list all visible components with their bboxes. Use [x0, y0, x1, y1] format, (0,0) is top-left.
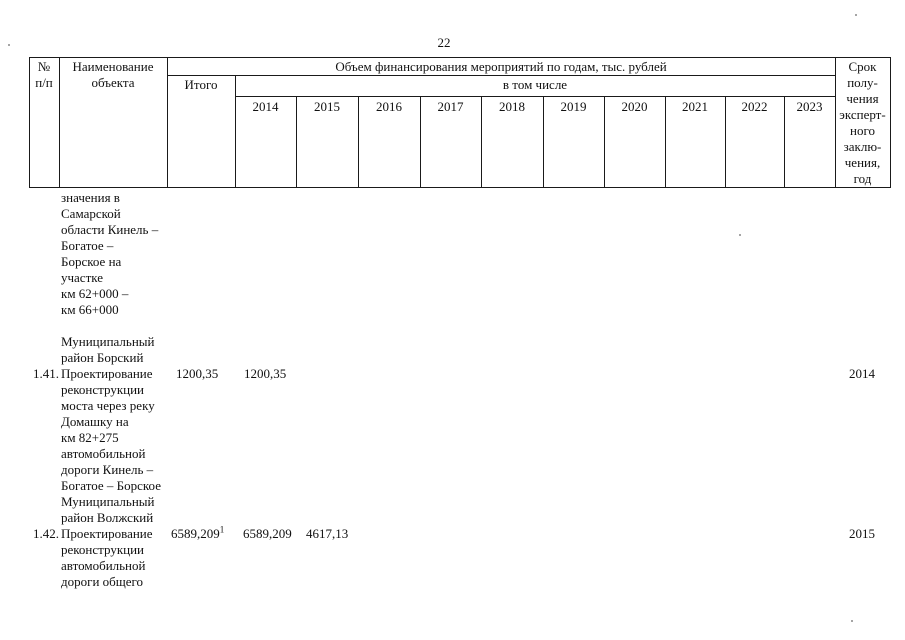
header-year-2017: 2017	[437, 99, 464, 114]
row-year: 2015	[849, 526, 875, 541]
header-top-border	[29, 57, 891, 58]
funding-divider	[167, 75, 835, 76]
header-expert-term: Срок полу- чения эксперт- ного заклю- чения, год	[839, 59, 886, 186]
row-total-footnote: 1	[219, 524, 225, 535]
row-number: 1.41.	[33, 366, 59, 381]
header-year-2016: 2016	[376, 99, 402, 114]
row-total	[171, 526, 235, 542]
col-line	[890, 57, 891, 188]
row-value-2014: 6589,209	[243, 526, 292, 541]
header-year-2020: 2020	[621, 99, 648, 114]
row-description: Проектирование реконструкции автомобильной дороги общего	[61, 526, 153, 589]
row-district: Муниципальный район Борский	[61, 334, 155, 365]
including-divider	[235, 96, 835, 97]
header-bottom-border	[29, 187, 891, 188]
row-number: 1.42.	[33, 526, 59, 541]
scan-speck	[851, 620, 853, 622]
row-value-2015: 4617,13	[306, 526, 349, 541]
header-year-2018: 2018	[499, 99, 525, 114]
row-value-2014: 1200,35	[244, 366, 287, 381]
row-description: Проектирование реконструкции моста через реку Домашку на км 82+275 автомобильной дороги Кинель – Богатое – Борское	[61, 366, 161, 493]
header-year-2021: 2021	[682, 99, 708, 114]
row-total-value: 6589,209	[171, 526, 220, 541]
header-year-2023: 2023	[796, 99, 823, 114]
header-year-2015: 2015	[314, 99, 340, 114]
header-year-2022: 2022	[741, 99, 768, 114]
header-object-name: Наименование объекта	[72, 59, 154, 90]
header-total: Итого	[184, 77, 218, 92]
header-number: № п/п	[35, 59, 53, 90]
scan-speck	[8, 44, 10, 46]
header-year-2019: 2019	[560, 99, 587, 114]
row-year: 2014	[849, 366, 875, 381]
header-funding: Объем финансирования мероприятий по годам, тыс. рублей	[335, 59, 667, 74]
page-number: 22	[437, 35, 451, 50]
scan-speck	[855, 14, 857, 16]
row-district: Муниципальный район Волжский	[61, 494, 155, 525]
continued-object-name: значения в Самарской области Кинель – Богатое – Борское на участке км 62+000 – км 66+000	[61, 190, 159, 317]
row-total-value: 1200,35	[176, 366, 219, 381]
header-including: в том числе	[502, 77, 568, 92]
header-year-2014: 2014	[252, 99, 279, 114]
row-total	[176, 366, 232, 382]
scan-speck	[739, 234, 741, 236]
